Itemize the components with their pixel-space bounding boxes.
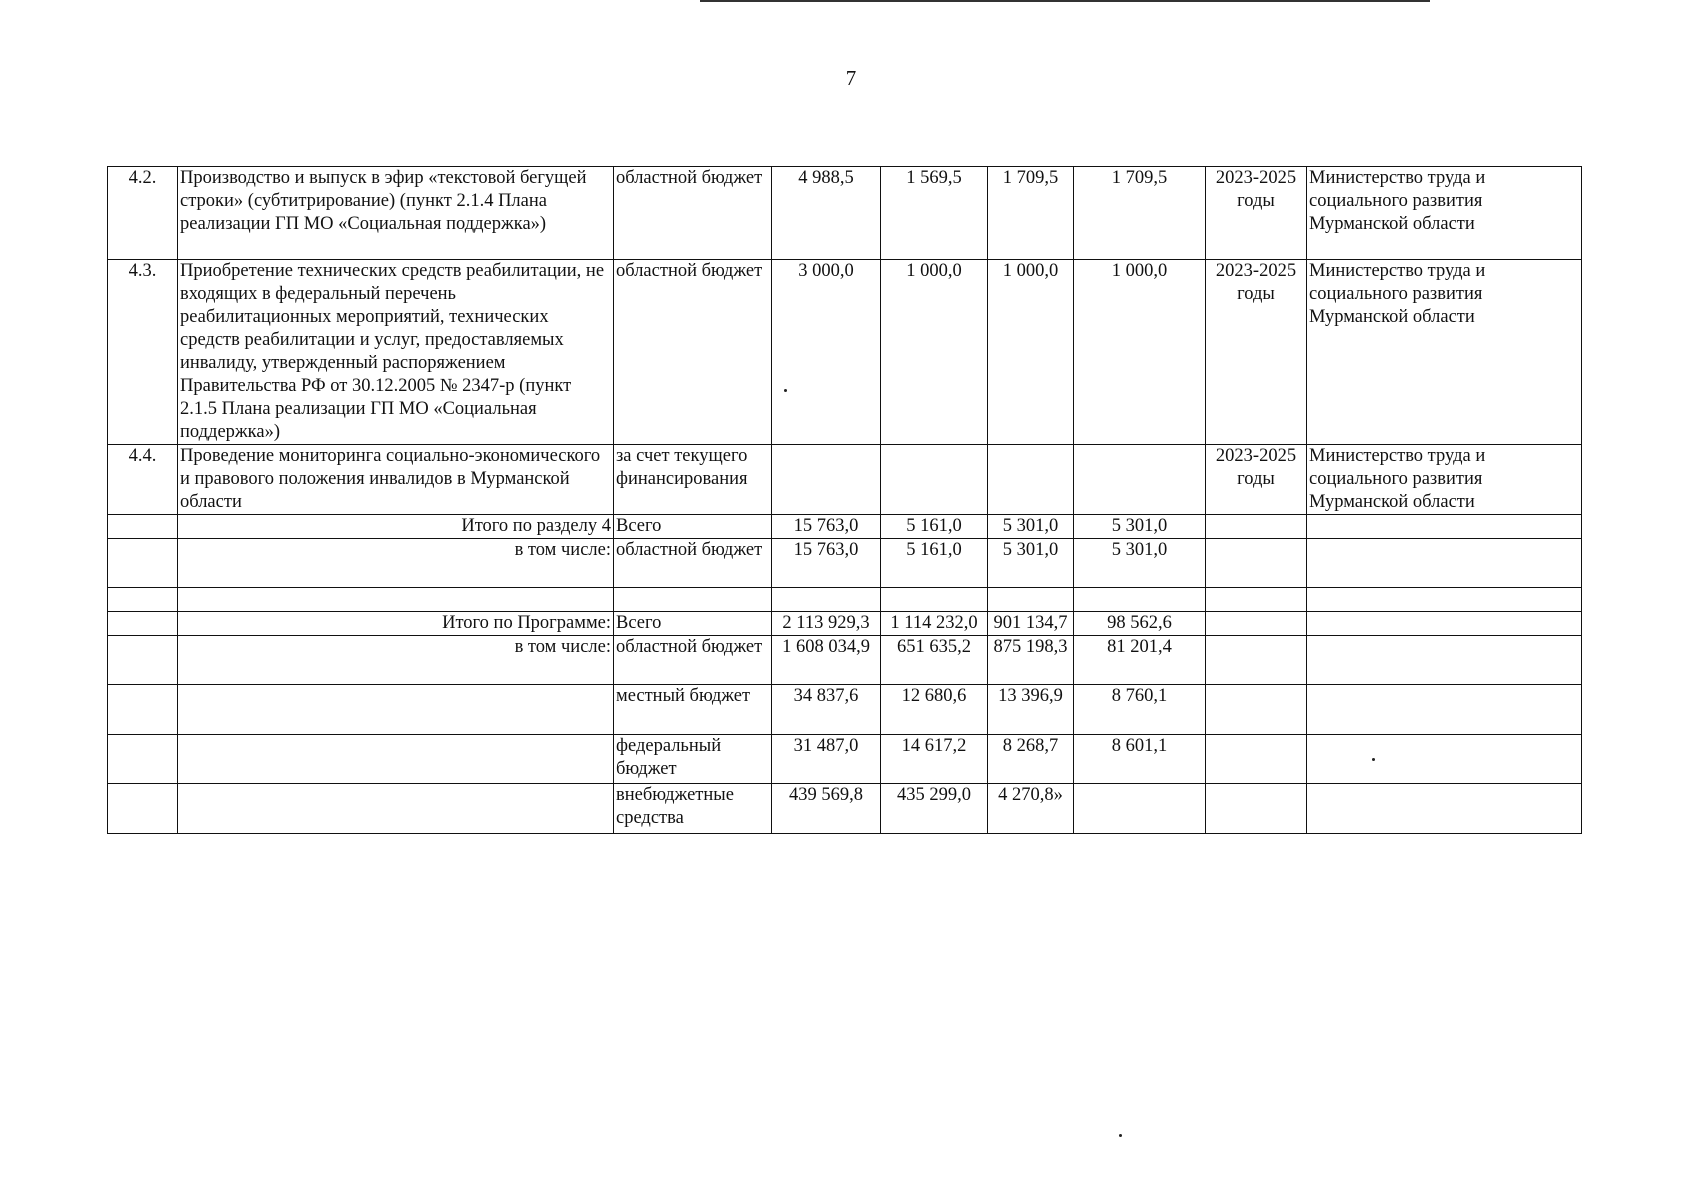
amount-2023: 14 617,2 xyxy=(881,735,988,784)
measure-description: Приобретение технических средств реабилитации, не входящих в федеральный перечень реабилитационных мероприятий, технических средств реабилитации и услуг, предоставляемых инвалиду, утвержденный распоряжением Правительства РФ от 30.12.2005 № 2347-р (пункт 2.1.5 Плана реализации ГП МО «Социальная поддержка») xyxy=(178,260,614,445)
program-breakdown-row xyxy=(108,636,1582,685)
including-label: в том числе: xyxy=(178,539,614,588)
amount-total: 2 113 929,3 xyxy=(772,612,881,636)
funding-source: Всего xyxy=(614,515,772,539)
amount-total: 34 837,6 xyxy=(772,685,881,735)
amount-total: 439 569,8 xyxy=(772,784,881,834)
amount-2024: 4 270,8» xyxy=(988,784,1074,834)
row-number: 4.4. xyxy=(108,445,178,515)
funding-source: за счет текущего финансирования xyxy=(614,445,772,515)
section-including-row xyxy=(108,539,1582,588)
funding-source: областной бюджет xyxy=(614,167,772,260)
funding-source: внебюджетные средства xyxy=(614,784,772,834)
executor: Министерство труда и социального развития Мурманской области xyxy=(1307,445,1582,515)
spacer-row xyxy=(108,588,1582,612)
amount-total: 15 763,0 xyxy=(772,515,881,539)
executor: Министерство труда и социального развития Мурманской области xyxy=(1307,260,1582,445)
program-breakdown-row xyxy=(108,784,1582,834)
amount-2025: 98 562,6 xyxy=(1074,612,1206,636)
scan-speck xyxy=(1119,1134,1122,1137)
amount-2024: 1 000,0 xyxy=(988,260,1074,445)
amount-2023: 1 000,0 xyxy=(881,260,988,445)
amount-2023: 5 161,0 xyxy=(881,515,988,539)
row-number: 4.3. xyxy=(108,260,178,445)
scan-speck xyxy=(784,389,787,392)
amount-total: 4 988,5 xyxy=(772,167,881,260)
amount-2024: 875 198,3 xyxy=(988,636,1074,685)
amount-2023: 5 161,0 xyxy=(881,539,988,588)
amount-total: 3 000,0 xyxy=(772,260,881,445)
table-row xyxy=(108,167,1582,260)
amount-2024: 5 301,0 xyxy=(988,539,1074,588)
amount-2024: 1 709,5 xyxy=(988,167,1074,260)
including-label: в том числе: xyxy=(178,636,614,685)
amount-2025 xyxy=(1074,445,1206,515)
program-total-row xyxy=(108,612,1582,636)
term: 2023-2025 годы xyxy=(1206,445,1307,515)
amount-2025: 8 601,1 xyxy=(1074,735,1206,784)
program-breakdown-row xyxy=(108,685,1582,735)
amount-2023 xyxy=(881,445,988,515)
measure-description: Проведение мониторинга социально-экономического и правового положения инвалидов в Мурманской области xyxy=(178,445,614,515)
including-label xyxy=(178,784,614,834)
program-total-label: Итого по Программе: xyxy=(178,612,614,636)
amount-2023: 651 635,2 xyxy=(881,636,988,685)
section-total-row xyxy=(108,515,1582,539)
amount-2025: 1 709,5 xyxy=(1074,167,1206,260)
program-breakdown-row xyxy=(108,735,1582,784)
program-table xyxy=(107,166,1582,834)
page-number: 7 xyxy=(845,66,857,90)
term: 2023-2025 годы xyxy=(1206,167,1307,260)
amount-2025 xyxy=(1074,784,1206,834)
amount-total: 1 608 034,9 xyxy=(772,636,881,685)
amount-2025: 8 760,1 xyxy=(1074,685,1206,735)
amount-total xyxy=(772,445,881,515)
section-total-label: Итого по разделу 4 xyxy=(178,515,614,539)
table-row xyxy=(108,445,1582,515)
row-number: 4.2. xyxy=(108,167,178,260)
term: 2023-2025 годы xyxy=(1206,260,1307,445)
funding-source: областной бюджет xyxy=(614,260,772,445)
amount-2023: 1 569,5 xyxy=(881,167,988,260)
including-label xyxy=(178,735,614,784)
amount-2025: 5 301,0 xyxy=(1074,539,1206,588)
amount-2023: 12 680,6 xyxy=(881,685,988,735)
funding-source: областной бюджет xyxy=(614,539,772,588)
amount-2025: 5 301,0 xyxy=(1074,515,1206,539)
top-rule xyxy=(700,0,1430,2)
amount-2024 xyxy=(988,445,1074,515)
amount-2024: 13 396,9 xyxy=(988,685,1074,735)
amount-2025: 1 000,0 xyxy=(1074,260,1206,445)
funding-source: местный бюджет xyxy=(614,685,772,735)
executor: Министерство труда и социального развития Мурманской области xyxy=(1307,167,1582,260)
including-label xyxy=(178,685,614,735)
measure-description: Производство и выпуск в эфир «текстовой бегущей строки» (субтитрирование) (пункт 2.1.4 Плана реализации ГП МО «Социальная поддержка») xyxy=(178,167,614,260)
amount-2024: 5 301,0 xyxy=(988,515,1074,539)
amount-2024: 901 134,7 xyxy=(988,612,1074,636)
table-row xyxy=(108,260,1582,445)
funding-source: областной бюджет xyxy=(614,636,772,685)
amount-2025: 81 201,4 xyxy=(1074,636,1206,685)
amount-total: 31 487,0 xyxy=(772,735,881,784)
funding-source: федеральный бюджет xyxy=(614,735,772,784)
amount-2023: 1 114 232,0 xyxy=(881,612,988,636)
amount-2024: 8 268,7 xyxy=(988,735,1074,784)
funding-source: Всего xyxy=(614,612,772,636)
amount-2023: 435 299,0 xyxy=(881,784,988,834)
scan-speck xyxy=(1372,758,1375,761)
amount-total: 15 763,0 xyxy=(772,539,881,588)
